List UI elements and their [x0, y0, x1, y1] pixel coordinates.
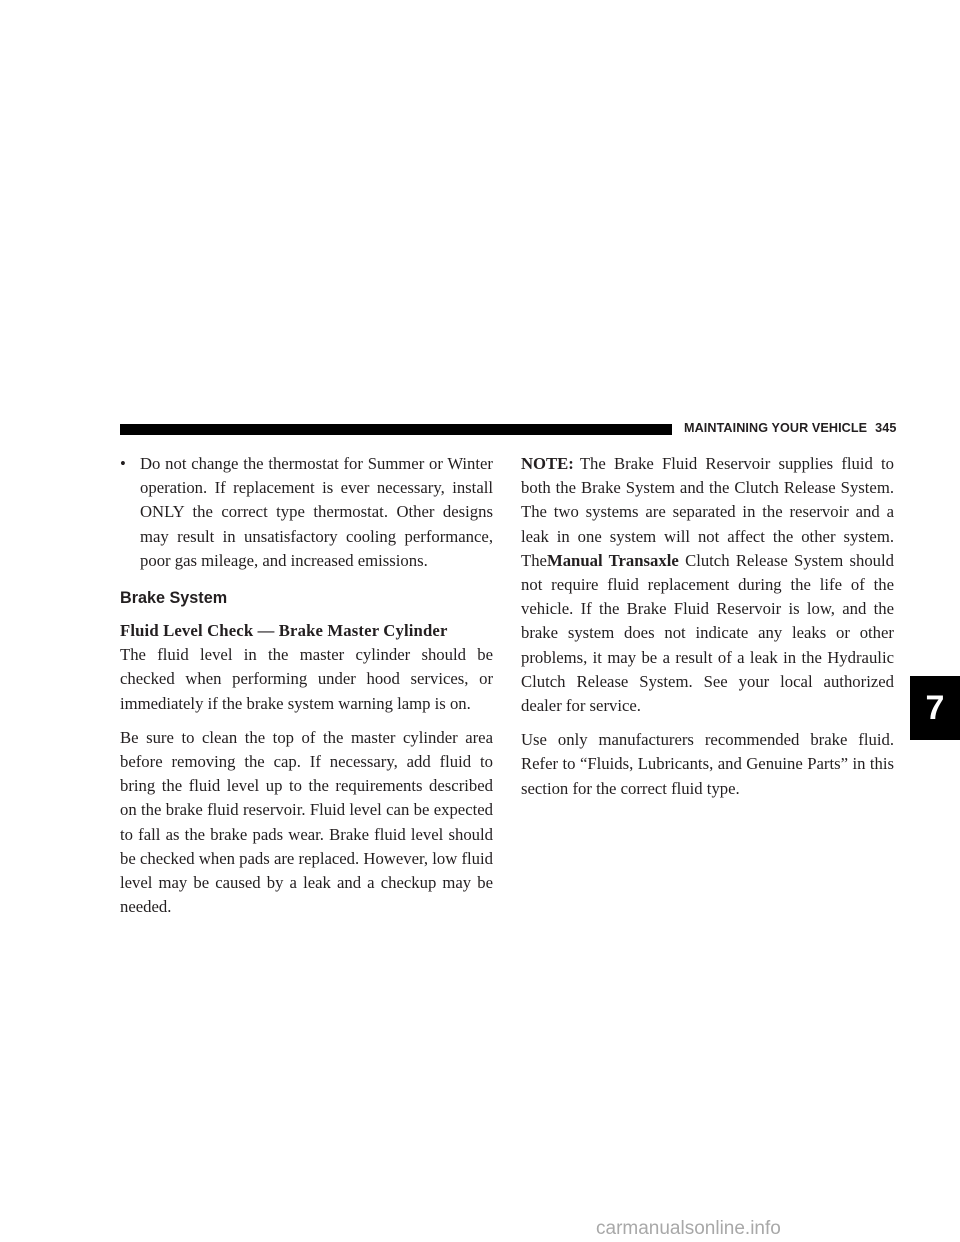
bullet-dot: •: [120, 454, 126, 473]
header-section-title: MAINTAINING YOUR VEHICLE: [684, 421, 868, 435]
paragraph: Use only manufacturers recommended brake fluid. Refer to “Fluids, Lubricants, and Genuine Parts” in this section for the correct fluid type.: [521, 730, 894, 798]
left-column: [120, 452, 493, 929]
subheading: Fluid Level Check — Brake Master Cylinder: [120, 621, 448, 641]
right-column: [521, 452, 894, 811]
note-paragraph: [521, 452, 894, 718]
page-number: 345: [875, 421, 897, 435]
watermark: carmanualsonline.info: [596, 1218, 781, 1239]
bullet-text: Do not change the thermostat for Summer or Winter operation. If replacement is ever necessary, install ONLY the correct type thermostat. Other designs may result in unsatisfactory cooling performance, poor gas mileage, and increased emissions.: [140, 454, 493, 570]
header-rule: [120, 424, 672, 435]
note-emphasis: Manual Transaxle: [546, 550, 679, 570]
chapter-tab: 7: [910, 676, 960, 740]
section-heading: Brake System: [120, 589, 228, 608]
note-text-continued: Clutch Release System should not require fluid replacement during the life of the vehicle. If the Brake Fluid Reservoir is low, and the brake system does not indicate any leaks or other problems, it may be a result of a leak in the Hydraulic Clutch Release System. See your local authorized dealer for service.: [521, 550, 895, 716]
paragraph: The fluid level in the master cylinder should be checked when performing under hood services, or immediately if the brake system warning lamp is on.: [120, 645, 493, 713]
note-label: NOTE:: [521, 454, 574, 473]
paragraph: Be sure to clean the top of the master cylinder area before removing the cap. If necessary, add fluid to bring the fluid level up to the requirements described on the brake fluid reservoir. Fluid level can be expected to fall as the brake pads wear. Brake fluid level should be checked when pads are replaced. However, low fluid level may be caused by a leak and a checkup may be needed.: [120, 727, 493, 917]
running-header: [684, 421, 896, 435]
bullet-item: [120, 452, 493, 573]
note-text: The Brake Fluid Reservoir supplies fluid to both the Brake System and the Clutch Release System. The two systems are separated in the reservoir and a leak in one system will not affect the other system. The: [521, 454, 894, 570]
